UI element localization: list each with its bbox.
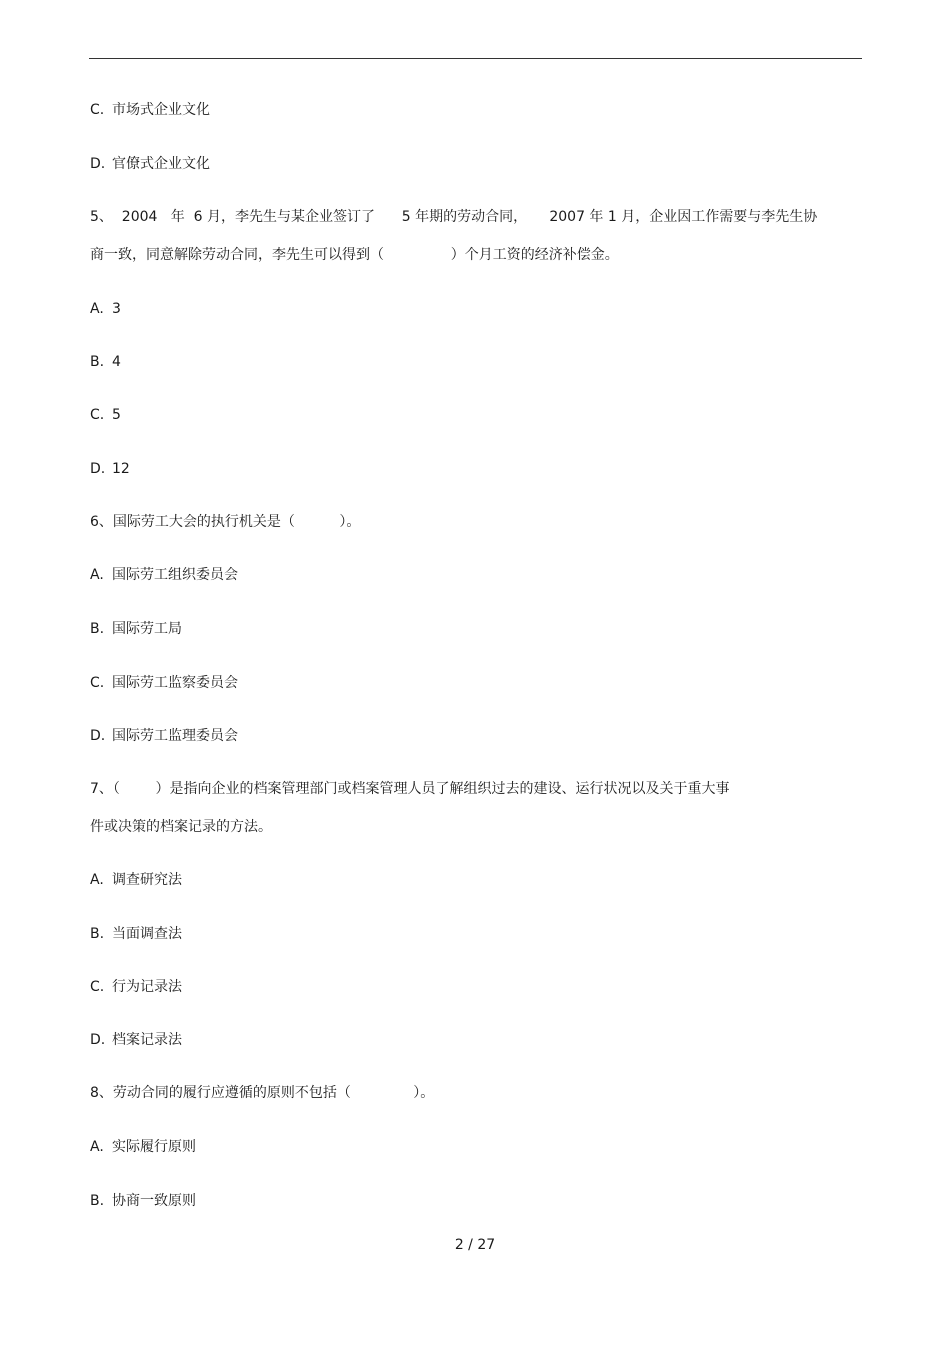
q7-option-b: B. 当面调查法 <box>90 926 182 942</box>
q8-option-a: A. 实际履行原则 <box>90 1139 196 1155</box>
q6-option-b: B. 国际劳工局 <box>90 621 182 637</box>
q7-option-d: D. 档案记录法 <box>90 1032 182 1048</box>
q6-option-d: D. 国际劳工监理委员会 <box>90 728 238 744</box>
q5-option-b: B. 4 <box>90 354 121 370</box>
q6-stem: 6、国际劳工大会的执行机关是（ ）。 <box>90 514 361 530</box>
header-rule <box>89 58 862 59</box>
q5-option-c: C. 5 <box>90 407 121 423</box>
q5-option-d: D. 12 <box>90 461 130 477</box>
q5-option-a: A. 3 <box>90 301 121 317</box>
q4-option-c: C. 市场式企业文化 <box>90 102 210 118</box>
q4-option-d: D. 官僚式企业文化 <box>90 156 210 172</box>
q6-option-a: A. 国际劳工组织委员会 <box>90 567 238 583</box>
q6-option-c: C. 国际劳工监察委员会 <box>90 675 238 691</box>
q5-stem-line2: 商一致，同意解除劳动合同，李先生可以得到（ ）个月工资的经济补偿金。 <box>90 247 619 263</box>
q7-option-c: C. 行为记录法 <box>90 979 182 995</box>
q8-option-b: B. 协商一致原则 <box>90 1193 196 1209</box>
page-number: 2 / 27 <box>454 1237 496 1253</box>
q7-stem-line1: 7、（ ）是指向企业的档案管理部门或档案管理人员了解组织过去的建设、运行状况以及关于重大事 <box>90 781 730 797</box>
q7-stem-line2: 件或决策的档案记录的方法。 <box>90 819 272 835</box>
q5-stem-line1: 5、 2004 年 6 月，李先生与某企业签订了 5 年期的劳动合同， 2007 年 1 月，企业因工作需要与李先生协 <box>90 209 818 225</box>
q7-option-a: A. 调查研究法 <box>90 872 182 888</box>
q8-stem: 8、劳动合同的履行应遵循的原则不包括（ ）。 <box>90 1085 435 1101</box>
